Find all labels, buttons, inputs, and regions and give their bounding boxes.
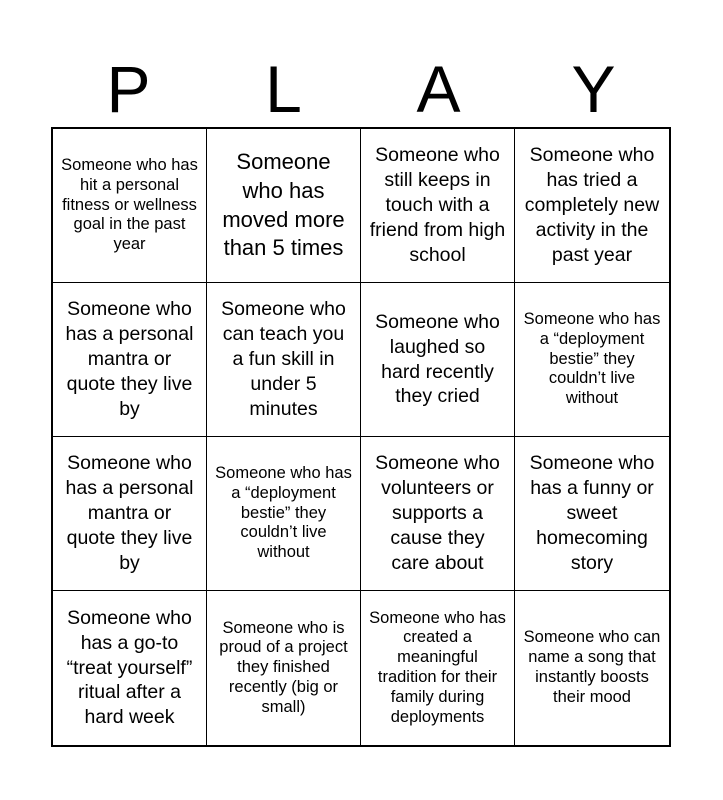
bingo-cell-text: Someone who volunteers or supports a cause they care about xyxy=(375,452,500,574)
bingo-cell[interactable] xyxy=(53,283,207,437)
bingo-cell[interactable] xyxy=(361,283,515,437)
bingo-cell[interactable] xyxy=(53,591,207,745)
header-letter-p: P xyxy=(106,52,151,126)
bingo-card-grid xyxy=(51,127,671,747)
bingo-cell-text: Someone who has tried a completely new activity in the past year xyxy=(524,144,660,266)
bingo-cell-text: Someone who has a “deployment bestie” they couldn’t live without xyxy=(523,310,661,408)
bingo-cell-text: Someone who still keeps in touch with a friend from high school xyxy=(369,144,506,266)
bingo-cell[interactable] xyxy=(515,437,669,591)
bingo-cell-text: Someone who has a personal mantra or quote they live by xyxy=(65,452,194,574)
bingo-cell[interactable] xyxy=(207,283,361,437)
bingo-cell[interactable] xyxy=(515,591,669,745)
bingo-cell[interactable] xyxy=(515,129,669,283)
bingo-cell[interactable] xyxy=(207,129,361,283)
bingo-cell[interactable] xyxy=(515,283,669,437)
bingo-cell-text: Someone who can name a song that instantly boosts their mood xyxy=(523,628,661,706)
header-letter-l: L xyxy=(265,52,302,126)
bingo-cell-text: Someone who can teach you a fun skill in under 5 minutes xyxy=(221,298,346,420)
bingo-cell-text: Someone who has hit a personal fitness or wellness goal in the past year xyxy=(61,156,198,254)
bingo-cell[interactable] xyxy=(53,129,207,283)
bingo-cell[interactable] xyxy=(361,129,515,283)
bingo-cell-text: Someone who laughed so hard recently they cried xyxy=(375,310,500,408)
bingo-cell-text: Someone who has a “deployment bestie” they couldn’t live without xyxy=(215,464,352,562)
bingo-cell-text: Someone who is proud of a project they finished recently (big or small) xyxy=(219,618,348,716)
bingo-cell[interactable] xyxy=(53,437,207,591)
bingo-cell[interactable] xyxy=(207,591,361,745)
header-letter-a: A xyxy=(416,52,461,126)
bingo-cell-text: Someone who has moved more than 5 times xyxy=(222,149,345,261)
bingo-cell-text: Someone who has a funny or sweet homecoming story xyxy=(529,452,655,574)
bingo-cell-text: Someone who has a go-to “treat yourself” ritual after a hard week xyxy=(66,606,193,729)
header-letter-y: Y xyxy=(571,52,616,126)
bingo-cell[interactable] xyxy=(207,437,361,591)
bingo-cell[interactable] xyxy=(361,591,515,745)
bingo-header xyxy=(51,50,671,128)
bingo-cell-text: Someone who has a personal mantra or quote they live by xyxy=(65,298,194,420)
bingo-cell-text: Someone who has created a meaningful tradition for their family during deployments xyxy=(369,608,506,726)
bingo-cell[interactable] xyxy=(361,437,515,591)
